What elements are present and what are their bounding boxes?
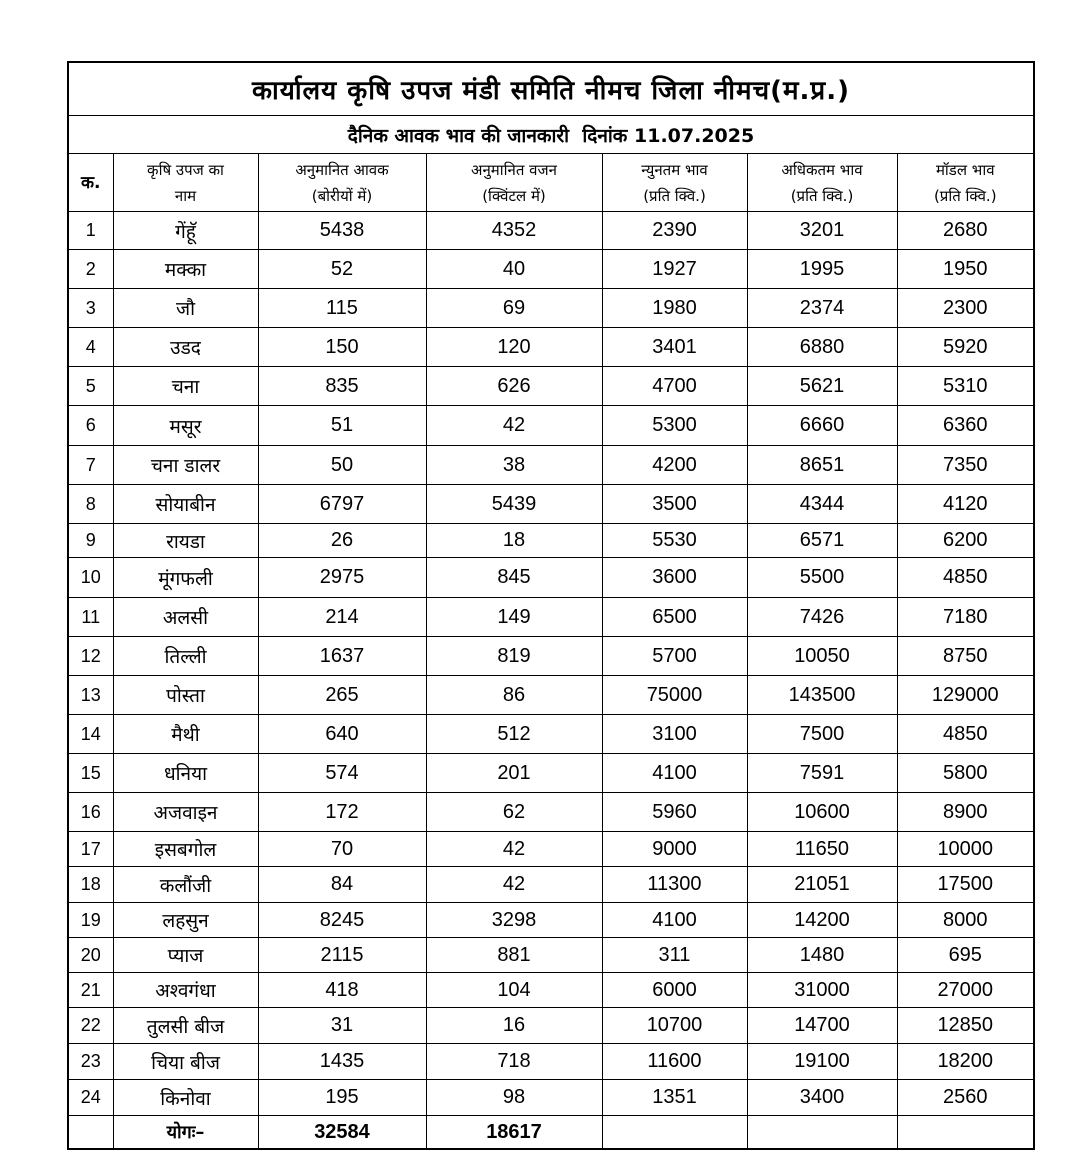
- arrival-cell: 1435: [258, 1044, 426, 1080]
- commodity-name-cell: चना: [113, 367, 258, 406]
- arrival-cell: 1637: [258, 637, 426, 676]
- commodity-name-cell: रायडा: [113, 524, 258, 558]
- min-price-cell: 4700: [602, 367, 747, 406]
- table-row: [68, 938, 1034, 973]
- header-serial: क.: [68, 154, 113, 212]
- max-price-cell: 2374: [747, 289, 897, 328]
- min-price-cell: 10700: [602, 1008, 747, 1044]
- max-price-cell: 4344: [747, 485, 897, 524]
- min-price-cell: 2390: [602, 212, 747, 250]
- total-label: योगः–: [113, 1116, 258, 1150]
- serial-cell: 20: [68, 938, 113, 973]
- arrival-cell: 31: [258, 1008, 426, 1044]
- weight-cell: 62: [426, 793, 602, 832]
- max-price-cell: 143500: [747, 676, 897, 715]
- serial-cell: 16: [68, 793, 113, 832]
- table-row: [68, 903, 1034, 938]
- serial-cell: 14: [68, 715, 113, 754]
- min-price-cell: 1351: [602, 1080, 747, 1116]
- serial-cell: 12: [68, 637, 113, 676]
- arrival-cell: 214: [258, 598, 426, 637]
- max-price-cell: 3400: [747, 1080, 897, 1116]
- min-price-cell: 6500: [602, 598, 747, 637]
- serial-cell: 4: [68, 328, 113, 367]
- max-price-cell: 10050: [747, 637, 897, 676]
- header-weight: अनुमानित वजन (क्विंटल में): [426, 154, 602, 212]
- serial-cell: 7: [68, 446, 113, 485]
- commodity-name-cell: मसूर: [113, 406, 258, 446]
- max-price-cell: 31000: [747, 973, 897, 1008]
- arrival-cell: 70: [258, 832, 426, 867]
- arrival-cell: 50: [258, 446, 426, 485]
- table-row: [68, 328, 1034, 367]
- totals-row: [68, 1116, 1034, 1150]
- commodity-name-cell: सोयाबीन: [113, 485, 258, 524]
- serial-cell: 22: [68, 1008, 113, 1044]
- table-row: [68, 558, 1034, 598]
- table-row: [68, 832, 1034, 867]
- table-row: [68, 250, 1034, 289]
- header-arrival: अनुमानित आवक (बोरीयों में): [258, 154, 426, 212]
- min-price-cell: 6000: [602, 973, 747, 1008]
- arrival-cell: 26: [258, 524, 426, 558]
- model-price-cell: 5800: [897, 754, 1034, 793]
- commodity-name-cell: लहसुन: [113, 903, 258, 938]
- weight-cell: 626: [426, 367, 602, 406]
- max-price-cell: 21051: [747, 867, 897, 903]
- commodity-name-cell: मैथी: [113, 715, 258, 754]
- weight-cell: 69: [426, 289, 602, 328]
- max-price-cell: 3201: [747, 212, 897, 250]
- arrival-cell: 5438: [258, 212, 426, 250]
- serial-cell: 11: [68, 598, 113, 637]
- commodity-name-cell: कलौंजी: [113, 867, 258, 903]
- serial-cell: 10: [68, 558, 113, 598]
- min-price-cell: 4200: [602, 446, 747, 485]
- arrival-cell: 2975: [258, 558, 426, 598]
- serial-cell: 5: [68, 367, 113, 406]
- max-price-cell: 6660: [747, 406, 897, 446]
- table-row: [68, 446, 1034, 485]
- arrival-cell: 195: [258, 1080, 426, 1116]
- weight-cell: 201: [426, 754, 602, 793]
- model-price-cell: 4850: [897, 715, 1034, 754]
- max-price-cell: 10600: [747, 793, 897, 832]
- commodity-name-cell: जौ: [113, 289, 258, 328]
- total-blank-model: [897, 1116, 1034, 1150]
- arrival-cell: 172: [258, 793, 426, 832]
- table-row: [68, 637, 1034, 676]
- commodity-name-cell: चना डालर: [113, 446, 258, 485]
- arrival-cell: 265: [258, 676, 426, 715]
- serial-cell: 3: [68, 289, 113, 328]
- min-price-cell: 75000: [602, 676, 747, 715]
- serial-cell: 1: [68, 212, 113, 250]
- table-row: [68, 212, 1034, 250]
- model-price-cell: 12850: [897, 1008, 1034, 1044]
- min-price-cell: 9000: [602, 832, 747, 867]
- total-blank-min: [602, 1116, 747, 1150]
- model-price-cell: 7180: [897, 598, 1034, 637]
- weight-cell: 149: [426, 598, 602, 637]
- table-row: [68, 485, 1034, 524]
- commodity-name-cell: इसबगोल: [113, 832, 258, 867]
- min-price-cell: 5300: [602, 406, 747, 446]
- table-row: [68, 867, 1034, 903]
- commodity-name-cell: तुलसी बीज: [113, 1008, 258, 1044]
- weight-cell: 120: [426, 328, 602, 367]
- min-price-cell: 5530: [602, 524, 747, 558]
- arrival-cell: 640: [258, 715, 426, 754]
- max-price-cell: 1995: [747, 250, 897, 289]
- total-blank-cell: [68, 1116, 113, 1150]
- min-price-cell: 3401: [602, 328, 747, 367]
- max-price-cell: 14700: [747, 1008, 897, 1044]
- arrival-cell: 835: [258, 367, 426, 406]
- table-row: [68, 973, 1034, 1008]
- model-price-cell: 8900: [897, 793, 1034, 832]
- weight-cell: 98: [426, 1080, 602, 1116]
- total-weight: 18617: [426, 1116, 602, 1150]
- commodity-name-cell: किनोवा: [113, 1080, 258, 1116]
- column-header-row: [68, 154, 1034, 212]
- table-row: [68, 754, 1034, 793]
- total-arrival: 32584: [258, 1116, 426, 1150]
- office-title: कार्यालय कृषि उपज मंडी समिति नीमच जिला नीमच(म.प्र.): [68, 62, 1034, 116]
- serial-cell: 17: [68, 832, 113, 867]
- commodity-name-cell: तिल्ली: [113, 637, 258, 676]
- report-subtitle: दैनिक आवक भाव की जानकारी दिनांक 11.07.2025: [68, 116, 1034, 154]
- min-price-cell: 3100: [602, 715, 747, 754]
- weight-cell: 3298: [426, 903, 602, 938]
- commodity-name-cell: पोस्ता: [113, 676, 258, 715]
- commodity-name-cell: अश्वगंधा: [113, 973, 258, 1008]
- serial-cell: 24: [68, 1080, 113, 1116]
- table-row: [68, 598, 1034, 637]
- arrival-cell: 2115: [258, 938, 426, 973]
- model-price-cell: 4120: [897, 485, 1034, 524]
- arrival-cell: 6797: [258, 485, 426, 524]
- min-price-cell: 3500: [602, 485, 747, 524]
- weight-cell: 881: [426, 938, 602, 973]
- max-price-cell: 8651: [747, 446, 897, 485]
- header-max-price: अधिकतम भाव (प्रति क्वि.): [747, 154, 897, 212]
- model-price-cell: 17500: [897, 867, 1034, 903]
- model-price-cell: 18200: [897, 1044, 1034, 1080]
- commodity-name-cell: अजवाइन: [113, 793, 258, 832]
- model-price-cell: 2300: [897, 289, 1034, 328]
- min-price-cell: 1927: [602, 250, 747, 289]
- max-price-cell: 5500: [747, 558, 897, 598]
- min-price-cell: 11300: [602, 867, 747, 903]
- model-price-cell: 7350: [897, 446, 1034, 485]
- max-price-cell: 19100: [747, 1044, 897, 1080]
- model-price-cell: 2680: [897, 212, 1034, 250]
- commodity-name-cell: गेंहूॅ: [113, 212, 258, 250]
- arrival-cell: 150: [258, 328, 426, 367]
- min-price-cell: 11600: [602, 1044, 747, 1080]
- mandi-rate-table: [67, 61, 1035, 1150]
- model-price-cell: 8000: [897, 903, 1034, 938]
- serial-cell: 21: [68, 973, 113, 1008]
- commodity-name-cell: उडद: [113, 328, 258, 367]
- max-price-cell: 11650: [747, 832, 897, 867]
- header-commodity: कृषि उपज का नाम: [113, 154, 258, 212]
- weight-cell: 38: [426, 446, 602, 485]
- serial-cell: 23: [68, 1044, 113, 1080]
- model-price-cell: 1950: [897, 250, 1034, 289]
- weight-cell: 16: [426, 1008, 602, 1044]
- commodity-name-cell: धनिया: [113, 754, 258, 793]
- model-price-cell: 2560: [897, 1080, 1034, 1116]
- max-price-cell: 6880: [747, 328, 897, 367]
- max-price-cell: 1480: [747, 938, 897, 973]
- arrival-cell: 574: [258, 754, 426, 793]
- model-price-cell: 129000: [897, 676, 1034, 715]
- min-price-cell: 5700: [602, 637, 747, 676]
- max-price-cell: 14200: [747, 903, 897, 938]
- weight-cell: 819: [426, 637, 602, 676]
- serial-cell: 18: [68, 867, 113, 903]
- max-price-cell: 5621: [747, 367, 897, 406]
- commodity-name-cell: चिया बीज: [113, 1044, 258, 1080]
- table-row: [68, 524, 1034, 558]
- header-model-price: मॉडल भाव (प्रति क्वि.): [897, 154, 1034, 212]
- arrival-cell: 84: [258, 867, 426, 903]
- table-row: [68, 676, 1034, 715]
- min-price-cell: 4100: [602, 903, 747, 938]
- table-row: [68, 1008, 1034, 1044]
- commodity-name-cell: अलसी: [113, 598, 258, 637]
- table-row: [68, 715, 1034, 754]
- table-row: [68, 406, 1034, 446]
- min-price-cell: 5960: [602, 793, 747, 832]
- model-price-cell: 10000: [897, 832, 1034, 867]
- arrival-cell: 51: [258, 406, 426, 446]
- model-price-cell: 4850: [897, 558, 1034, 598]
- table-row: [68, 793, 1034, 832]
- arrival-cell: 52: [258, 250, 426, 289]
- table-row: [68, 1044, 1034, 1080]
- weight-cell: 104: [426, 973, 602, 1008]
- serial-cell: 13: [68, 676, 113, 715]
- table-row: [68, 289, 1034, 328]
- weight-cell: 5439: [426, 485, 602, 524]
- serial-cell: 2: [68, 250, 113, 289]
- max-price-cell: 7426: [747, 598, 897, 637]
- model-price-cell: 5310: [897, 367, 1034, 406]
- max-price-cell: 7500: [747, 715, 897, 754]
- weight-cell: 18: [426, 524, 602, 558]
- serial-cell: 6: [68, 406, 113, 446]
- serial-cell: 19: [68, 903, 113, 938]
- commodity-name-cell: मक्का: [113, 250, 258, 289]
- weight-cell: 42: [426, 832, 602, 867]
- model-price-cell: 8750: [897, 637, 1034, 676]
- model-price-cell: 5920: [897, 328, 1034, 367]
- weight-cell: 40: [426, 250, 602, 289]
- serial-cell: 8: [68, 485, 113, 524]
- weight-cell: 4352: [426, 212, 602, 250]
- table-row: [68, 1080, 1034, 1116]
- model-price-cell: 695: [897, 938, 1034, 973]
- arrival-cell: 115: [258, 289, 426, 328]
- total-blank-max: [747, 1116, 897, 1150]
- min-price-cell: 4100: [602, 754, 747, 793]
- model-price-cell: 27000: [897, 973, 1034, 1008]
- max-price-cell: 7591: [747, 754, 897, 793]
- header-min-price: न्युनतम भाव (प्रति क्वि.): [602, 154, 747, 212]
- arrival-cell: 8245: [258, 903, 426, 938]
- commodity-name-cell: मूंगफली: [113, 558, 258, 598]
- weight-cell: 845: [426, 558, 602, 598]
- weight-cell: 86: [426, 676, 602, 715]
- model-price-cell: 6200: [897, 524, 1034, 558]
- weight-cell: 42: [426, 406, 602, 446]
- arrival-cell: 418: [258, 973, 426, 1008]
- min-price-cell: 1980: [602, 289, 747, 328]
- max-price-cell: 6571: [747, 524, 897, 558]
- model-price-cell: 6360: [897, 406, 1034, 446]
- serial-cell: 9: [68, 524, 113, 558]
- min-price-cell: 311: [602, 938, 747, 973]
- weight-cell: 42: [426, 867, 602, 903]
- weight-cell: 718: [426, 1044, 602, 1080]
- weight-cell: 512: [426, 715, 602, 754]
- min-price-cell: 3600: [602, 558, 747, 598]
- serial-cell: 15: [68, 754, 113, 793]
- commodity-name-cell: प्याज: [113, 938, 258, 973]
- table-row: [68, 367, 1034, 406]
